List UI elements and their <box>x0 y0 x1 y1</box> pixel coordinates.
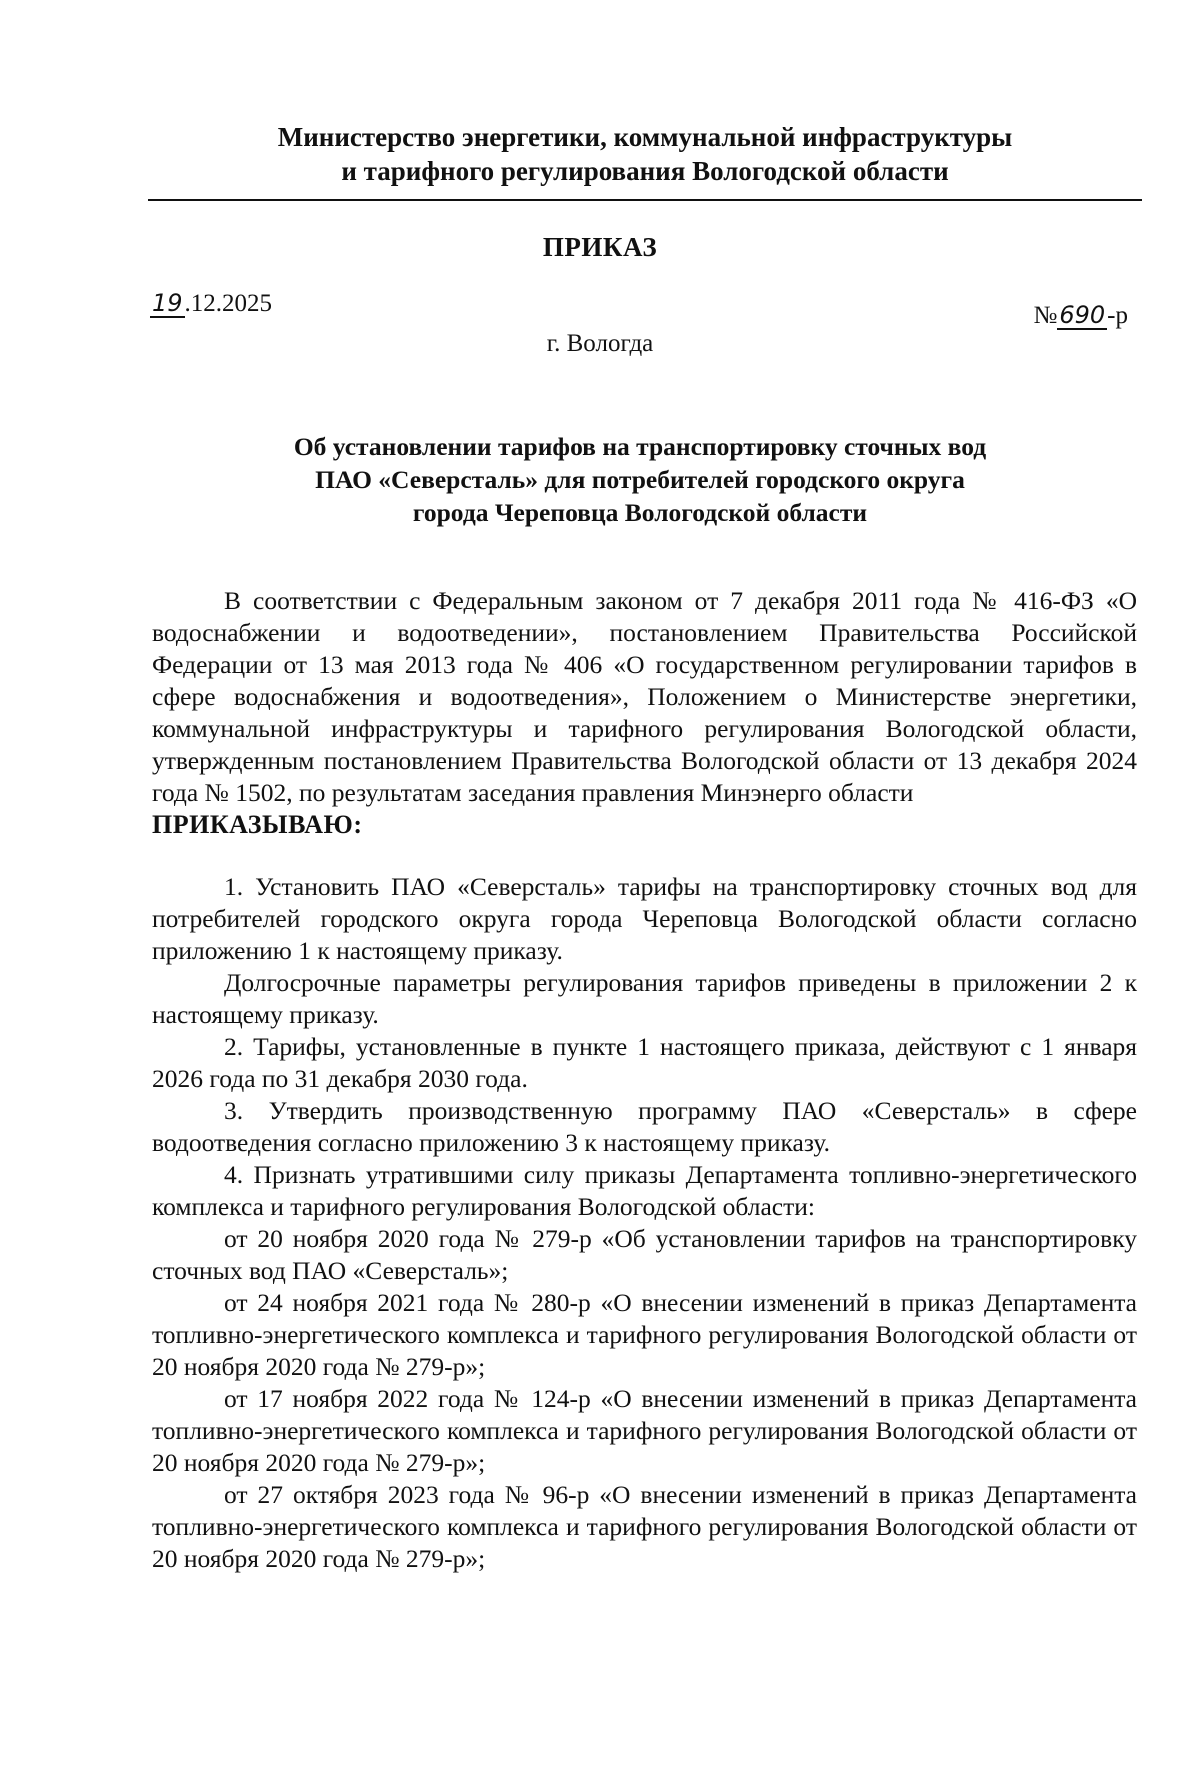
paragraph-4a: от 20 ноября 2020 года № 279-р «Об установлении тарифов на транспортировку сточных вод ПАО «Северсталь»; <box>152 1224 1137 1285</box>
paragraph-4b: от 24 ноября 2021 года № 280-р «О внесении изменений в приказ Департамента топливно-энергетического комплекса и тарифного регулирования Вологодской области от 20 ноября 2020 года № 279-р»; <box>152 1288 1137 1381</box>
order-date <box>150 290 272 318</box>
subject-line3: города Череповца Вологодской области <box>412 498 868 527</box>
decree-word: ПРИКАЗЫВАЮ: <box>152 810 363 839</box>
order-title: ПРИКАЗ <box>542 232 658 262</box>
ministry-header-line1: Министерство энергетики, коммунальной инфраструктуры <box>277 122 1013 152</box>
order-subject <box>200 430 1080 529</box>
date-rest: .12.2025 <box>184 290 273 317</box>
paragraph-4d: от 27 октября 2023 года № 96-р «О внесении изменений в приказ Департамента топливно-энергетического комплекса и тарифного регулирования Вологодской области от 20 ноября 2020 года № 279-р»; <box>152 1480 1137 1573</box>
handwritten-number: 690 <box>1059 301 1106 329</box>
ministry-header <box>150 120 1140 188</box>
paragraph-4: 4. Признать утратившими силу приказы Департамента топливно-энергетического комплекса и тарифного регулирования Вологодской области: <box>152 1160 1137 1221</box>
subject-line2: ПАО «Северсталь» для потребителей городского округа <box>315 465 965 494</box>
number-prefix: № <box>1033 302 1058 329</box>
paragraph-3: 3. Утвердить производственную программу ПАО «Северсталь» в сфере водоотведения согласно приложению 3 к настоящему приказу. <box>152 1096 1137 1157</box>
header-rule <box>148 199 1142 201</box>
subject-line1: Об установлении тарифов на транспортировку сточных вод <box>293 432 987 461</box>
order-number <box>1034 302 1129 330</box>
handwritten-day: 19 <box>152 289 183 317</box>
number-suffix: -р <box>1107 302 1128 329</box>
paragraph-1: 1. Установить ПАО «Северсталь» тарифы на транспортировку сточных вод для потребителей городского округа города Череповца Вологодской области согласно приложению 1 к настоящему приказу. <box>152 872 1137 965</box>
order-body <box>152 585 1137 1575</box>
paragraph-1b: Долгосрочные параметры регулирования тарифов приведены в приложении 2 к настоящему приказу. <box>152 968 1137 1029</box>
order-city: г. Вологда <box>546 330 654 357</box>
preamble: В соответствии с Федеральным законом от 7 декабря 2011 года № 416-ФЗ «О водоснабжении и водоотведении», постановлением Правительства Российской Федерации от 13 мая 2013 года № 406 «О государственном регулировании тарифов в сфере водоснабжения и водоотведения», Положением о Министерстве энергетики, коммунальной инфраструктуры и тарифного регулирования Вологодской области, утвержденным постановлением Правительства Вологодской области от 13 декабря 2024 года № 1502, по результатам заседания правления Минэнерго области <box>152 586 1137 807</box>
ministry-header-line2: и тарифного регулирования Вологодской области <box>341 156 949 186</box>
paragraph-4c: от 17 ноября 2022 года № 124-р «О внесении изменений в приказ Департамента топливно-энергетического комплекса и тарифного регулирования Вологодской области от 20 ноября 2020 года № 279-р»; <box>152 1384 1137 1477</box>
paragraph-2: 2. Тарифы, установленные в пункте 1 настоящего приказа, действуют с 1 января 2026 года по 31 декабря 2030 года. <box>152 1032 1137 1093</box>
